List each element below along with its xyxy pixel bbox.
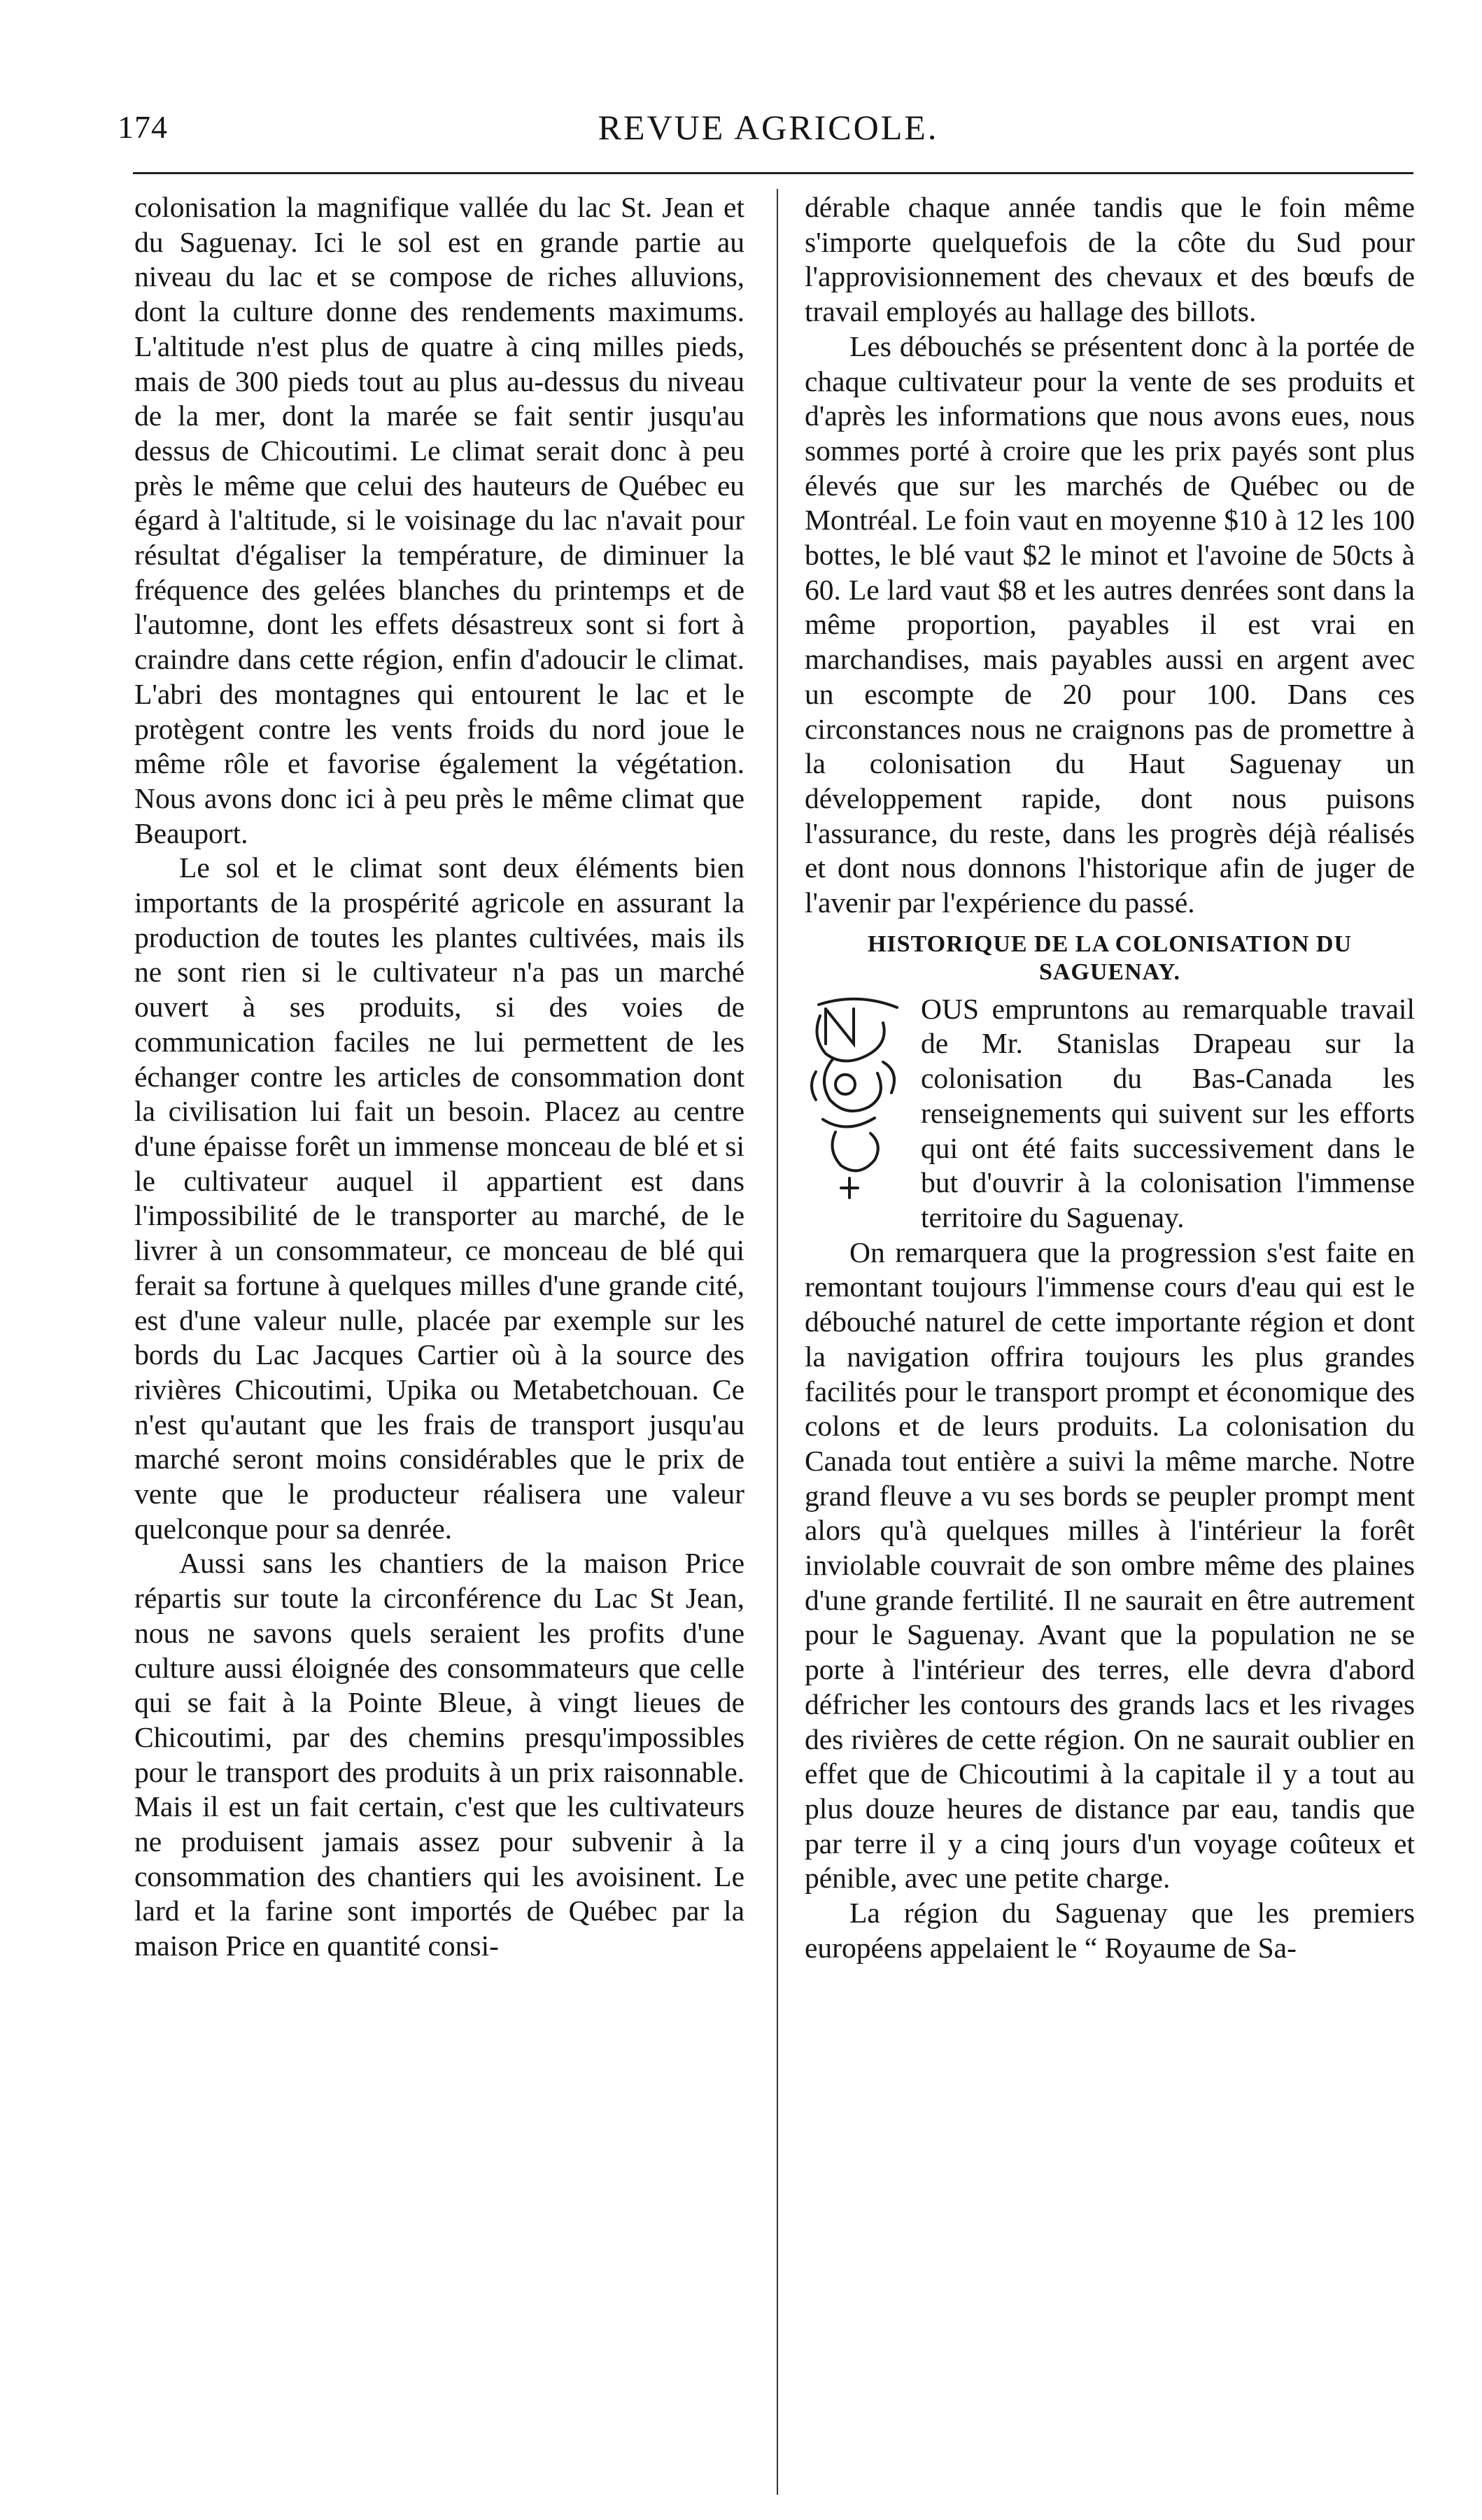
dropcap-paragraph <box>805 992 1415 1236</box>
running-title: REVUE AGRICOLE. <box>598 108 939 147</box>
right-column <box>805 190 1415 1965</box>
paragraph-continuation: colonisation la magnifique vallée du lac St. Jean et du Saguenay. Ici le sol est en grande partie au niveau du lac et se compose de riches alluvions, dont la culture donne des rendements maximums. L'altitude n'est plus de quatre à cinq milles pieds, mais de 300 pieds tout au plus au-dessus du niveau de la mer, dont la marée se fait sentir jusqu'au dessus de Chicoutimi. Le climat serait donc à peu près le même que celui des hauteurs de Québec eu égard à l'altitude, si le voisinage du lac n'avait pour résultat d'égaliser la température, de diminuer la fréquence des gelées blanches du printemps et de l'automne, dont les effets désastreux sont si fort à craindre dans cette région, enfin d'adoucir le climat. L'abri des montagnes qui entourent le lac et le protègent contre les vents froids du nord joue le même rôle et favorise également la végétation. Nous avons donc ici à peu près le même climat que Beauport. <box>134 191 744 849</box>
paragraph: Aussi sans les chantiers de la maison Price répartis sur toute la circonférence du Lac St Jean, nous ne savons quels seraient les profits d'une culture aussi éloignée des consommateurs que celle qui se fait à la Pointe Bleue, à vingt lieues de Chicoutimi, par des chemins presqu'impossibles pour le transport des produits à un prix raisonnable. Mais il est un fait certain, c'est que les cultivateurs ne produisent jamais assez pour subvenir à la consommation des chantiers qui les avoisinent. Le lard et la farine sont importés de Québec par la maison Price en quantité consi- <box>134 1547 744 1962</box>
ornamental-initial-n-icon <box>805 995 911 1205</box>
paragraph: Les débouchés se présentent donc à la portée de chaque cultivateur pour la vente de ses produits et d'après les informations que nous avons eues, nous sommes porté à croire que les prix payés sont plus élevés que sur les marchés de Québec ou de Montréal. Le foin vaut en moyenne $10 à 12 les 100 bottes, le blé vaut $2 le minot et l'avoine de 50cts à 60. Le lard vaut $8 et les autres denrées sont dans la même proportion, payables il est vrai en marchandises, mais payables aussi en argent avec un escompte de 20 pour 100. Dans ces circonstances nous ne craignons pas de promettre à la colonisation du Haut Saguenay un développement rapide, dont nous puisons l'assurance, du reste, dans les progrès déjà réalisés et dont nous donnons l'historique afin de juger de l'avenir par l'expérience du passé. <box>805 330 1415 919</box>
paragraph: La région du Saguenay que les premiers européens appelaient le “ Royaume de Sa- <box>805 1897 1415 1964</box>
paragraph-text: OUS empruntons au remarquable travail de Mr. Stanislas Drapeau sur la colonisation du Bas-Canada les renseignements qui suivent sur les efforts qui ont été faits successivement dans le but d'ouvrir à la colonisation l'immense territoire du Saguenay. <box>921 992 1415 1233</box>
paragraph: Le sol et le climat sont deux éléments bien importants de la prospérité agricole en assurant la production de toutes les plantes cultivées, mais ils ne sont rien si le cultivateur n'a pas un marché ouvert à ses produits, si des voies de communication faciles ne lui permettent de les échanger contre les articles de consommation dont la civilisation lui fait un besoin. Placez au centre d'une épaisse forêt un immense monceau de blé et si le cultivateur auquel il appartient est dans l'impossibilité de le transporter au marché, de le livrer à un consommateur, ce monceau de blé qui ferait sa fortune à quelques milles d'une grande cité, est d'une valeur nulle, placée par exemple sur les bords du Lac Jacques Cartier où à la source des rivières Chicoutimi, Upika ou Metabetchouan. Ce n'est qu'autant que les frais de transport jusqu'au marché seront moins considérables que le prix de vente que le producteur réalisera une valeur quelconque pour sa denrée. <box>134 851 744 1545</box>
page-number: 174 <box>118 109 168 145</box>
column-divider <box>777 189 778 2495</box>
page-header <box>118 108 1419 157</box>
header-rule <box>133 172 1413 174</box>
section-heading: HISTORIQUE DE LA COLONISATION DU SAGUENAY. <box>867 930 1352 985</box>
left-column <box>134 190 744 1964</box>
paragraph-continuation: dérable chaque année tandis que le foin même s'importe quelquefois de la côte du Sud pour l'approvisionnement des chevaux et des bœufs de travail employés au hallage des billots. <box>805 191 1415 328</box>
paragraph: On remarquera que la progression s'est faite en remontant toujours l'immense cours d'eau qui est le débouché naturel de cette importante région et dont la navigation offrira toujours les plus grandes facilités pour le transport prompt et économique des colons et de leurs produits. La colonisation du Canada tout entière a suivi la même marche. Notre grand fleuve a vu ses bords se peupler prompt ment alors qu'à quelques milles à l'intérieur la forêt inviolable couvrait de son ombre même des plaines d'une grande fertilité. Il ne saurait en être autrement pour le Saguenay. Avant que la population ne se porte à l'intérieur des terres, elle devra d'abord défricher les contours des grands lacs et les rivages des rivières de cette région. On ne saurait oublier en effet que de Chicoutimi à la capitale il y a tout au plus douze heures de distance par eau, tandis que par terre il y a cinq jours d'un voyage coûteux et pénible, avec une petite charge. <box>805 1236 1415 1895</box>
